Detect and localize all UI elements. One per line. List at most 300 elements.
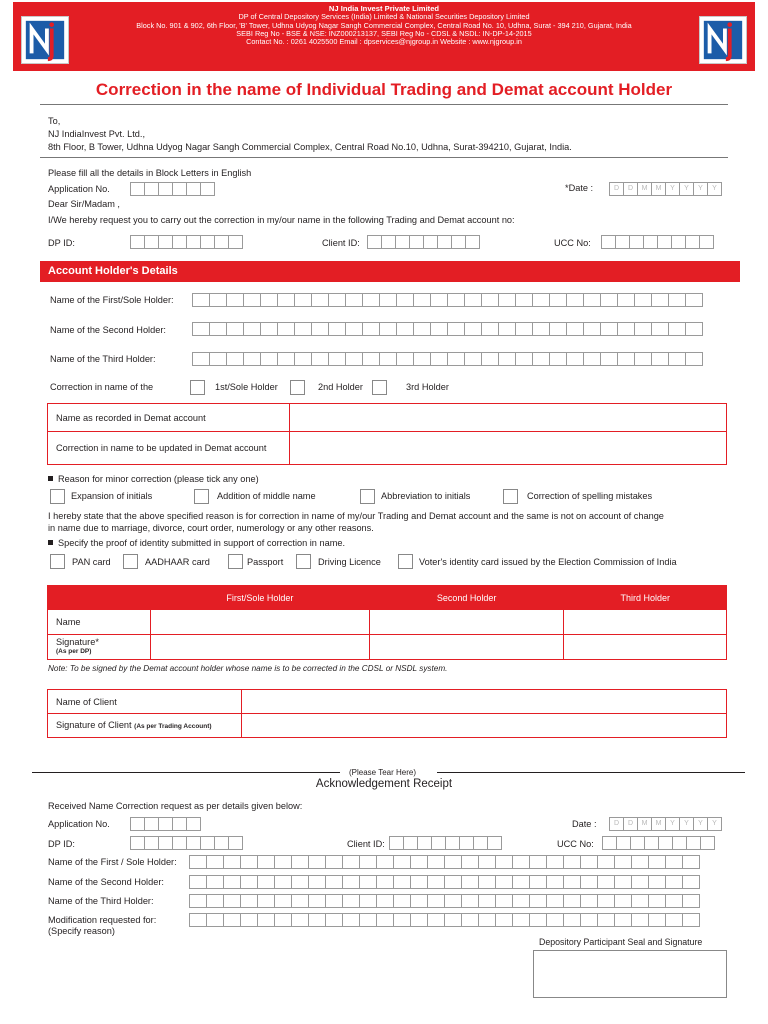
letter-box[interactable]	[495, 913, 513, 927]
date-digit-box[interactable]: Y	[693, 182, 708, 196]
letter-box[interactable]	[532, 293, 550, 307]
letter-box[interactable]	[549, 293, 567, 307]
letter-box[interactable]	[393, 913, 411, 927]
letter-box[interactable]	[200, 235, 215, 249]
letter-box[interactable]	[563, 875, 581, 889]
proof-checkbox[interactable]	[50, 554, 65, 569]
letter-box[interactable]	[651, 293, 669, 307]
letter-box[interactable]	[379, 293, 397, 307]
letter-box[interactable]	[260, 352, 278, 366]
letter-box[interactable]	[583, 352, 601, 366]
letter-box[interactable]	[413, 352, 431, 366]
letter-box[interactable]	[617, 352, 635, 366]
letter-box[interactable]	[430, 322, 448, 336]
letter-box[interactable]	[631, 875, 649, 889]
letter-box[interactable]	[342, 855, 360, 869]
letter-box[interactable]	[144, 836, 159, 850]
third-holder-boxes[interactable]	[192, 352, 702, 366]
letter-box[interactable]	[495, 875, 513, 889]
dp-id-boxes[interactable]	[130, 235, 242, 249]
letter-box[interactable]	[308, 894, 326, 908]
letter-box[interactable]	[379, 352, 397, 366]
letter-box[interactable]	[658, 836, 673, 850]
letter-box[interactable]	[423, 235, 438, 249]
letter-box[interactable]	[328, 322, 346, 336]
client-name-field[interactable]	[242, 690, 727, 714]
date-digit-box[interactable]: Y	[679, 817, 694, 831]
letter-box[interactable]	[389, 836, 404, 850]
date-digit-box[interactable]: D	[623, 817, 638, 831]
letter-box[interactable]	[409, 235, 424, 249]
proof-checkbox[interactable]	[398, 554, 413, 569]
receipt-third-holder-boxes[interactable]	[189, 894, 699, 908]
letter-box[interactable]	[257, 913, 275, 927]
proof-checkbox[interactable]	[123, 554, 138, 569]
letter-box[interactable]	[206, 913, 224, 927]
letter-box[interactable]	[563, 855, 581, 869]
letter-box[interactable]	[214, 235, 229, 249]
letter-box[interactable]	[362, 322, 380, 336]
letter-box[interactable]	[393, 875, 411, 889]
letter-box[interactable]	[515, 352, 533, 366]
letter-box[interactable]	[362, 293, 380, 307]
receipt-dp-id-boxes[interactable]	[130, 836, 242, 850]
letter-box[interactable]	[665, 855, 683, 869]
letter-box[interactable]	[226, 352, 244, 366]
letter-box[interactable]	[381, 235, 396, 249]
letter-box[interactable]	[651, 322, 669, 336]
letter-box[interactable]	[158, 817, 173, 831]
letter-box[interactable]	[512, 855, 530, 869]
letter-box[interactable]	[614, 913, 632, 927]
letter-box[interactable]	[206, 855, 224, 869]
letter-box[interactable]	[665, 894, 683, 908]
letter-box[interactable]	[648, 913, 666, 927]
letter-box[interactable]	[240, 913, 258, 927]
letter-box[interactable]	[396, 322, 414, 336]
letter-box[interactable]	[410, 913, 428, 927]
letter-box[interactable]	[325, 913, 343, 927]
date-digit-box[interactable]: M	[637, 182, 652, 196]
letter-box[interactable]	[228, 836, 243, 850]
letter-box[interactable]	[615, 235, 630, 249]
letter-box[interactable]	[189, 913, 207, 927]
letter-box[interactable]	[413, 322, 431, 336]
letter-box[interactable]	[274, 913, 292, 927]
letter-box[interactable]	[243, 322, 261, 336]
letter-box[interactable]	[634, 322, 652, 336]
letter-box[interactable]	[172, 235, 187, 249]
letter-box[interactable]	[629, 235, 644, 249]
letter-box[interactable]	[291, 855, 309, 869]
letter-box[interactable]	[529, 875, 547, 889]
letter-box[interactable]	[206, 875, 224, 889]
receipt-client-id-boxes[interactable]	[389, 836, 501, 850]
letter-box[interactable]	[498, 293, 516, 307]
letter-box[interactable]	[362, 352, 380, 366]
date-digit-box[interactable]: M	[651, 182, 666, 196]
letter-box[interactable]	[393, 855, 411, 869]
letter-box[interactable]	[478, 913, 496, 927]
letter-box[interactable]	[240, 894, 258, 908]
letter-box[interactable]	[459, 836, 474, 850]
letter-box[interactable]	[240, 875, 258, 889]
letter-box[interactable]	[277, 293, 295, 307]
letter-box[interactable]	[427, 855, 445, 869]
letter-box[interactable]	[444, 875, 462, 889]
letter-box[interactable]	[311, 293, 329, 307]
client-id-boxes[interactable]	[367, 235, 479, 249]
letter-box[interactable]	[130, 836, 145, 850]
reason-checkbox[interactable]	[194, 489, 209, 504]
letter-box[interactable]	[144, 817, 159, 831]
letter-box[interactable]	[648, 875, 666, 889]
letter-box[interactable]	[376, 875, 394, 889]
letter-box[interactable]	[481, 352, 499, 366]
letter-box[interactable]	[546, 875, 564, 889]
letter-box[interactable]	[158, 235, 173, 249]
letter-box[interactable]	[630, 836, 645, 850]
letter-box[interactable]	[359, 913, 377, 927]
letter-box[interactable]	[532, 352, 550, 366]
letter-box[interactable]	[396, 293, 414, 307]
recorded-name-field[interactable]	[290, 404, 727, 432]
date-digit-box[interactable]: Y	[679, 182, 694, 196]
letter-box[interactable]	[379, 322, 397, 336]
letter-box[interactable]	[512, 875, 530, 889]
letter-box[interactable]	[685, 235, 700, 249]
date-digit-box[interactable]: Y	[665, 182, 680, 196]
receipt-modification-boxes[interactable]	[189, 913, 699, 927]
letter-box[interactable]	[657, 235, 672, 249]
letter-box[interactable]	[228, 235, 243, 249]
letter-box[interactable]	[566, 293, 584, 307]
letter-box[interactable]	[308, 913, 326, 927]
letter-box[interactable]	[260, 293, 278, 307]
letter-box[interactable]	[665, 913, 683, 927]
letter-box[interactable]	[597, 855, 615, 869]
letter-box[interactable]	[631, 855, 649, 869]
letter-box[interactable]	[413, 293, 431, 307]
first-holder-boxes[interactable]	[192, 293, 702, 307]
date-digit-box[interactable]: D	[609, 182, 624, 196]
receipt-second-holder-boxes[interactable]	[189, 875, 699, 889]
letter-box[interactable]	[226, 293, 244, 307]
letter-box[interactable]	[430, 293, 448, 307]
second-holder-checkbox[interactable]	[290, 380, 305, 395]
proof-checkbox[interactable]	[296, 554, 311, 569]
letter-box[interactable]	[668, 322, 686, 336]
letter-box[interactable]	[243, 352, 261, 366]
letter-box[interactable]	[189, 894, 207, 908]
letter-box[interactable]	[461, 913, 479, 927]
reason-checkbox[interactable]	[360, 489, 375, 504]
letter-box[interactable]	[686, 836, 701, 850]
letter-box[interactable]	[257, 894, 275, 908]
letter-box[interactable]	[209, 352, 227, 366]
letter-box[interactable]	[512, 913, 530, 927]
letter-box[interactable]	[172, 836, 187, 850]
letter-box[interactable]	[417, 836, 432, 850]
letter-box[interactable]	[597, 913, 615, 927]
letter-box[interactable]	[682, 913, 700, 927]
letter-box[interactable]	[600, 352, 618, 366]
first-holder-checkbox[interactable]	[190, 380, 205, 395]
letter-box[interactable]	[461, 875, 479, 889]
holder-name-cell[interactable]	[369, 610, 564, 635]
letter-box[interactable]	[597, 894, 615, 908]
letter-box[interactable]	[614, 875, 632, 889]
letter-box[interactable]	[437, 235, 452, 249]
letter-box[interactable]	[158, 836, 173, 850]
letter-box[interactable]	[668, 293, 686, 307]
letter-box[interactable]	[600, 322, 618, 336]
letter-box[interactable]	[396, 352, 414, 366]
letter-box[interactable]	[209, 293, 227, 307]
letter-box[interactable]	[274, 855, 292, 869]
letter-box[interactable]	[546, 894, 564, 908]
letter-box[interactable]	[274, 894, 292, 908]
letter-box[interactable]	[672, 836, 687, 850]
update-name-field[interactable]	[290, 432, 727, 465]
letter-box[interactable]	[359, 855, 377, 869]
letter-box[interactable]	[495, 855, 513, 869]
letter-box[interactable]	[445, 836, 460, 850]
letter-box[interactable]	[651, 352, 669, 366]
letter-box[interactable]	[634, 293, 652, 307]
letter-box[interactable]	[478, 855, 496, 869]
letter-box[interactable]	[682, 894, 700, 908]
letter-box[interactable]	[616, 836, 631, 850]
letter-box[interactable]	[291, 913, 309, 927]
letter-box[interactable]	[481, 293, 499, 307]
letter-box[interactable]	[631, 894, 649, 908]
letter-box[interactable]	[427, 894, 445, 908]
letter-box[interactable]	[529, 913, 547, 927]
letter-box[interactable]	[189, 875, 207, 889]
third-holder-checkbox[interactable]	[372, 380, 387, 395]
letter-box[interactable]	[644, 836, 659, 850]
letter-box[interactable]	[461, 894, 479, 908]
letter-box[interactable]	[345, 352, 363, 366]
letter-box[interactable]	[226, 322, 244, 336]
letter-box[interactable]	[614, 894, 632, 908]
letter-box[interactable]	[444, 894, 462, 908]
letter-box[interactable]	[274, 875, 292, 889]
letter-box[interactable]	[308, 855, 326, 869]
letter-box[interactable]	[328, 352, 346, 366]
receipt-first-holder-boxes[interactable]	[189, 855, 699, 869]
letter-box[interactable]	[583, 322, 601, 336]
letter-box[interactable]	[130, 182, 145, 196]
application-no-boxes[interactable]	[130, 182, 214, 196]
letter-box[interactable]	[393, 894, 411, 908]
letter-box[interactable]	[192, 352, 210, 366]
letter-box[interactable]	[186, 817, 201, 831]
letter-box[interactable]	[487, 836, 502, 850]
date-digit-box[interactable]: D	[609, 817, 624, 831]
letter-box[interactable]	[580, 894, 598, 908]
letter-box[interactable]	[583, 293, 601, 307]
letter-box[interactable]	[144, 235, 159, 249]
holder-signature-cell[interactable]	[369, 635, 564, 660]
reason-checkbox[interactable]	[503, 489, 518, 504]
date-digit-box[interactable]: M	[651, 817, 666, 831]
letter-box[interactable]	[601, 235, 616, 249]
letter-box[interactable]	[376, 894, 394, 908]
letter-box[interactable]	[515, 293, 533, 307]
letter-box[interactable]	[682, 855, 700, 869]
letter-box[interactable]	[359, 875, 377, 889]
receipt-ucc-boxes[interactable]	[602, 836, 714, 850]
letter-box[interactable]	[209, 322, 227, 336]
letter-box[interactable]	[614, 855, 632, 869]
letter-box[interactable]	[172, 817, 187, 831]
letter-box[interactable]	[473, 836, 488, 850]
ucc-no-boxes[interactable]	[601, 235, 713, 249]
letter-box[interactable]	[345, 322, 363, 336]
letter-box[interactable]	[200, 182, 215, 196]
holder-name-cell[interactable]	[151, 610, 370, 635]
letter-box[interactable]	[671, 235, 686, 249]
letter-box[interactable]	[685, 352, 703, 366]
letter-box[interactable]	[617, 322, 635, 336]
letter-box[interactable]	[699, 235, 714, 249]
letter-box[interactable]	[410, 894, 428, 908]
letter-box[interactable]	[367, 235, 382, 249]
letter-box[interactable]	[529, 855, 547, 869]
letter-box[interactable]	[403, 836, 418, 850]
letter-box[interactable]	[549, 352, 567, 366]
letter-box[interactable]	[206, 894, 224, 908]
receipt-date-boxes[interactable]	[609, 817, 721, 831]
letter-box[interactable]	[294, 322, 312, 336]
letter-box[interactable]	[549, 322, 567, 336]
letter-box[interactable]	[192, 322, 210, 336]
holder-signature-cell[interactable]	[151, 635, 370, 660]
letter-box[interactable]	[643, 235, 658, 249]
letter-box[interactable]	[580, 875, 598, 889]
letter-box[interactable]	[648, 855, 666, 869]
second-holder-boxes[interactable]	[192, 322, 702, 336]
letter-box[interactable]	[325, 894, 343, 908]
letter-box[interactable]	[395, 235, 410, 249]
letter-box[interactable]	[410, 875, 428, 889]
letter-box[interactable]	[512, 894, 530, 908]
letter-box[interactable]	[277, 352, 295, 366]
letter-box[interactable]	[546, 855, 564, 869]
letter-box[interactable]	[580, 855, 598, 869]
date-digit-box[interactable]: M	[637, 817, 652, 831]
letter-box[interactable]	[200, 836, 215, 850]
letter-box[interactable]	[529, 894, 547, 908]
letter-box[interactable]	[311, 322, 329, 336]
letter-box[interactable]	[294, 352, 312, 366]
letter-box[interactable]	[464, 293, 482, 307]
letter-box[interactable]	[130, 817, 145, 831]
letter-box[interactable]	[444, 913, 462, 927]
client-signature-field[interactable]	[242, 714, 727, 738]
letter-box[interactable]	[685, 322, 703, 336]
letter-box[interactable]	[498, 322, 516, 336]
letter-box[interactable]	[498, 352, 516, 366]
letter-box[interactable]	[410, 855, 428, 869]
letter-box[interactable]	[481, 322, 499, 336]
date-digit-box[interactable]: Y	[665, 817, 680, 831]
letter-box[interactable]	[257, 875, 275, 889]
letter-box[interactable]	[600, 293, 618, 307]
letter-box[interactable]	[291, 875, 309, 889]
letter-box[interactable]	[223, 894, 241, 908]
reason-checkbox[interactable]	[50, 489, 65, 504]
holder-name-cell[interactable]	[564, 610, 727, 635]
letter-box[interactable]	[243, 293, 261, 307]
letter-box[interactable]	[214, 836, 229, 850]
letter-box[interactable]	[546, 913, 564, 927]
letter-box[interactable]	[192, 293, 210, 307]
proof-checkbox[interactable]	[228, 554, 243, 569]
letter-box[interactable]	[631, 913, 649, 927]
letter-box[interactable]	[682, 875, 700, 889]
letter-box[interactable]	[325, 855, 343, 869]
letter-box[interactable]	[294, 293, 312, 307]
letter-box[interactable]	[668, 352, 686, 366]
letter-box[interactable]	[580, 913, 598, 927]
letter-box[interactable]	[223, 875, 241, 889]
letter-box[interactable]	[144, 182, 159, 196]
letter-box[interactable]	[465, 235, 480, 249]
letter-box[interactable]	[308, 875, 326, 889]
letter-box[interactable]	[376, 855, 394, 869]
letter-box[interactable]	[342, 894, 360, 908]
letter-box[interactable]	[464, 322, 482, 336]
letter-box[interactable]	[478, 875, 496, 889]
letter-box[interactable]	[478, 894, 496, 908]
letter-box[interactable]	[359, 894, 377, 908]
letter-box[interactable]	[186, 836, 201, 850]
letter-box[interactable]	[444, 855, 462, 869]
letter-box[interactable]	[427, 913, 445, 927]
letter-box[interactable]	[447, 352, 465, 366]
letter-box[interactable]	[563, 894, 581, 908]
receipt-application-boxes[interactable]	[130, 817, 200, 831]
letter-box[interactable]	[223, 855, 241, 869]
date-digit-box[interactable]: D	[623, 182, 638, 196]
letter-box[interactable]	[495, 894, 513, 908]
letter-box[interactable]	[700, 836, 715, 850]
letter-box[interactable]	[515, 322, 533, 336]
letter-box[interactable]	[464, 352, 482, 366]
letter-box[interactable]	[447, 293, 465, 307]
letter-box[interactable]	[257, 855, 275, 869]
letter-box[interactable]	[240, 855, 258, 869]
seal-signature-box[interactable]	[533, 950, 727, 998]
letter-box[interactable]	[617, 293, 635, 307]
letter-box[interactable]	[376, 913, 394, 927]
letter-box[interactable]	[189, 855, 207, 869]
letter-box[interactable]	[342, 875, 360, 889]
letter-box[interactable]	[130, 235, 145, 249]
letter-box[interactable]	[566, 322, 584, 336]
letter-box[interactable]	[186, 182, 201, 196]
letter-box[interactable]	[291, 894, 309, 908]
letter-box[interactable]	[447, 322, 465, 336]
letter-box[interactable]	[566, 352, 584, 366]
date-boxes[interactable]	[609, 182, 721, 196]
letter-box[interactable]	[563, 913, 581, 927]
letter-box[interactable]	[427, 875, 445, 889]
letter-box[interactable]	[223, 913, 241, 927]
